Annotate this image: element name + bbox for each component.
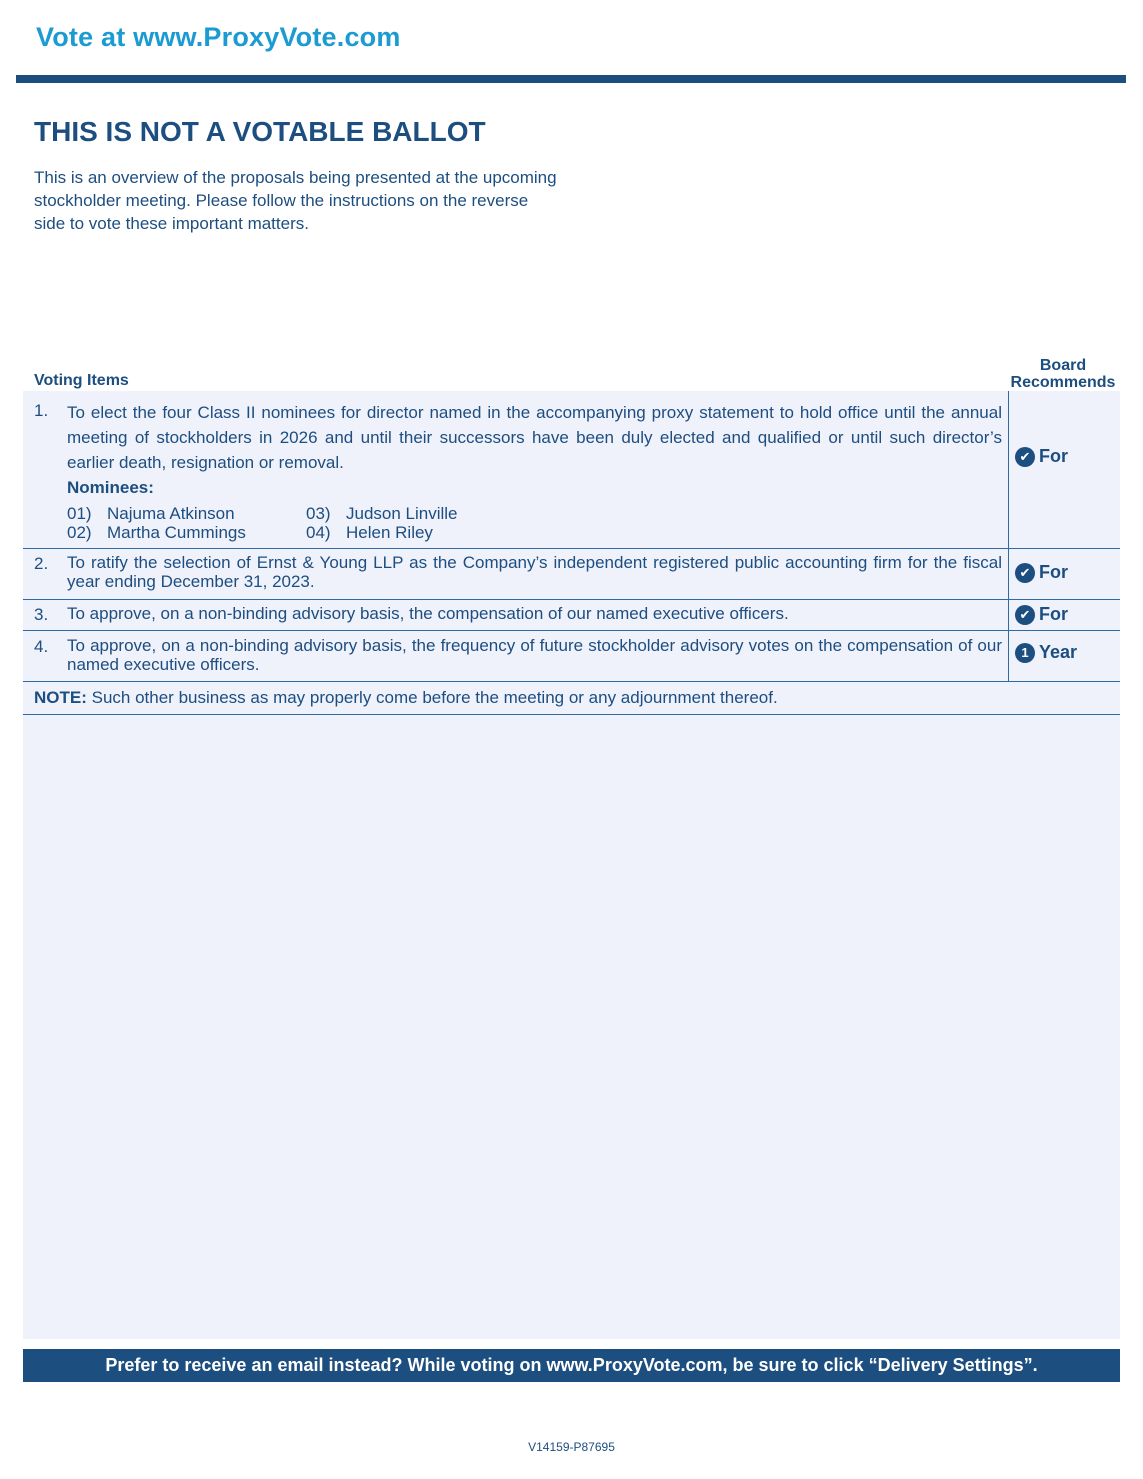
nominee-number: 03)	[306, 504, 331, 523]
item-number: 2.	[34, 554, 49, 573]
voting-item-1	[23, 391, 1120, 549]
item-text: To ratify the selection of Ernst & Young LLP as the Company’s independent registered public accounting firm for the fiscal year ending December 31, 2023.	[67, 553, 1002, 591]
item-number: 1.	[34, 401, 49, 420]
nominee-number: 02)	[67, 523, 92, 542]
nominee-name: Helen Riley	[346, 523, 433, 542]
recommendation-label: For	[1039, 446, 1068, 466]
voting-item-3	[23, 600, 1120, 631]
ballot-title: THIS IS NOT A VOTABLE BALLOT	[34, 116, 486, 147]
board-recommends-header	[1004, 357, 1122, 391]
voting-item-4	[23, 631, 1120, 682]
intro-text: This is an overview of the proposals being presented at the upcoming stockholder meeting. Please follow the instructions on the reverse side to vote these important matters.	[34, 168, 557, 233]
board-header-line1: Board	[1039, 357, 1087, 374]
note	[34, 688, 778, 708]
board-header-line2: Recommends	[1010, 374, 1116, 391]
nominee-number: 04)	[306, 523, 331, 542]
recommendation-cell	[1008, 548, 1121, 599]
nominee-name: Judson Linville	[346, 504, 458, 523]
recommendation-label: For	[1039, 562, 1068, 582]
note-label: NOTE:	[34, 688, 87, 707]
check-circle-icon: ✔	[1015, 447, 1035, 467]
check-circle-icon: ✔	[1015, 563, 1035, 583]
number-one-circle-icon: 1	[1015, 643, 1035, 663]
note-text: Such other business as may properly come before the meeting or any adjournment thereof.	[91, 688, 778, 707]
nominees-label: Nominees:	[67, 478, 154, 497]
recommendation-label: Year	[1039, 642, 1078, 662]
item-number: 3.	[34, 605, 49, 624]
document-code: V14159-P87695	[528, 1440, 615, 1454]
nominee-name: Najuma Atkinson	[107, 504, 235, 523]
item-text: To approve, on a non-binding advisory basis, the compensation of our named executive officers.	[67, 604, 789, 623]
item-text: To elect the four Class II nominees for director named in the accompanying proxy statement to hold office until the annual meeting of stockholders in 2026 and until their successors have been duly elected and qualified or until such director’s earlier death, resignation or removal.	[67, 403, 1002, 472]
recommendation-cell	[1008, 631, 1121, 681]
recommendation-cell	[1008, 391, 1121, 548]
item-text: To approve, on a non-binding advisory basis, the frequency of future stockholder advisory votes on the compensation of our named executive officers.	[67, 636, 1002, 674]
recommendation-label: For	[1039, 604, 1068, 624]
header-divider	[16, 75, 1126, 83]
voting-item-2	[23, 548, 1120, 600]
check-circle-icon: ✔	[1015, 605, 1035, 625]
item-number: 4.	[34, 637, 49, 656]
nominee-number: 01)	[67, 504, 92, 523]
nominee-name: Martha Cummings	[107, 523, 246, 542]
page-header-title: Vote at www.ProxyVote.com	[36, 22, 401, 52]
voting-items-header: Voting Items	[34, 372, 129, 389]
note-row	[23, 682, 1120, 715]
delivery-settings-banner: Prefer to receive an email instead? While voting on www.ProxyVote.com, be sure to click “Delivery Settings”.	[23, 1349, 1120, 1382]
recommendation-cell	[1008, 600, 1121, 630]
